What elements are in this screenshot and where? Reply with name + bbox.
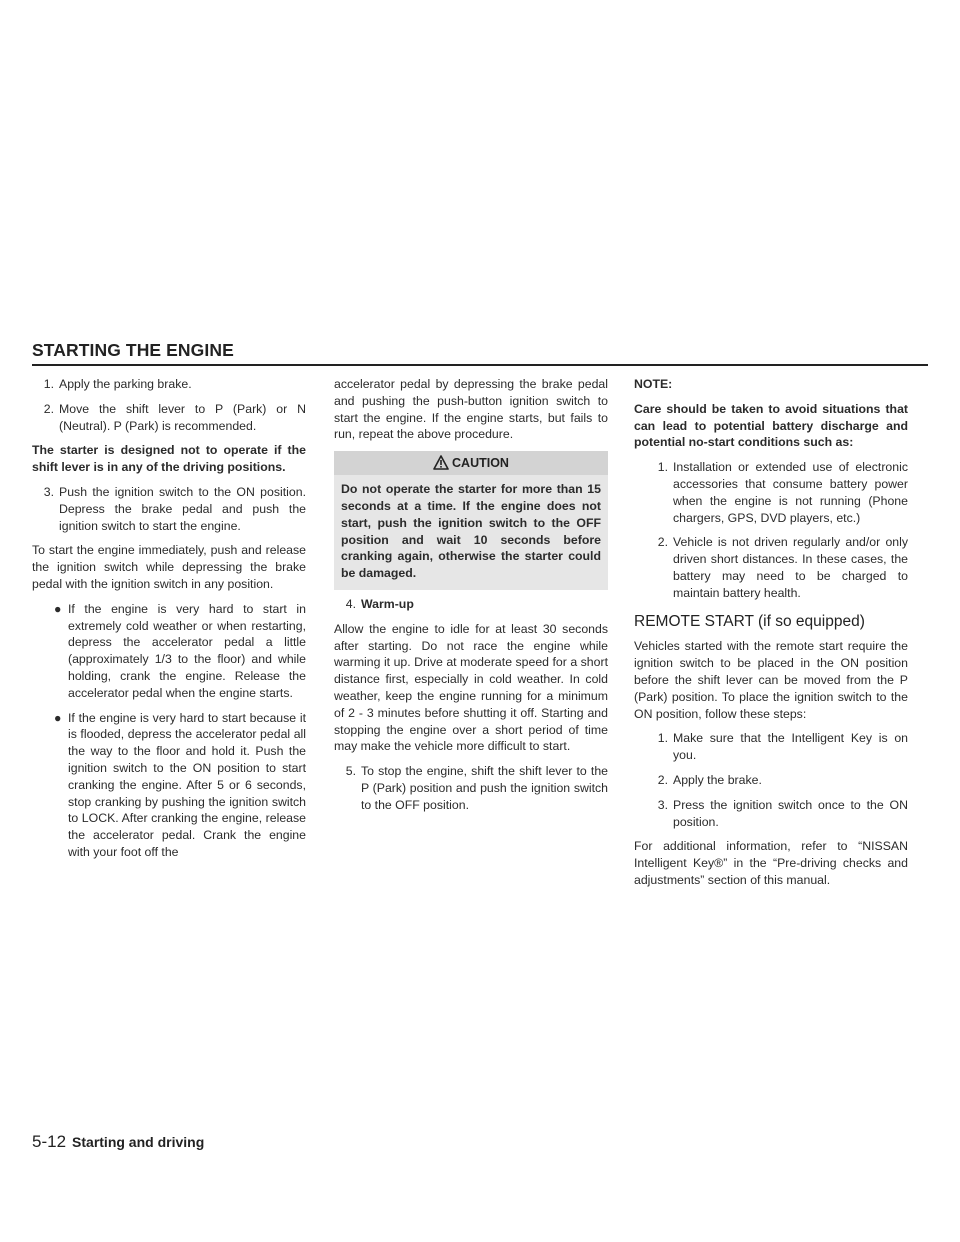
- step-text: To stop the engine, shift the shift lever to the P (Park) position and push the ignition switch to the OFF position.: [361, 764, 608, 812]
- step-title: Warm-up: [361, 596, 414, 611]
- step-number: 1.: [657, 731, 668, 746]
- step-number: 3.: [43, 484, 54, 499]
- list-item: [646, 459, 908, 526]
- list-item: [646, 772, 908, 789]
- bullet-icon: ●: [54, 601, 62, 616]
- list-item: [32, 376, 306, 393]
- chapter-title: Starting and driving: [72, 1134, 205, 1150]
- step-number: 4.: [345, 596, 356, 611]
- step-number: 1.: [43, 377, 54, 391]
- step-text: Push the ignition switch to the ON position. Depress the brake pedal and push the ignition switch to start the engine.: [59, 484, 306, 533]
- page-footer: [32, 1132, 204, 1152]
- remote-intro: Vehicles started with the remote start require the ignition switch to be placed in the ON position before the shift lever can be moved from the P (Park) position. To place the ignition switch to the ON position, follow these steps:: [634, 639, 908, 721]
- caution-title: CAUTION: [452, 456, 509, 471]
- item-number: 2.: [657, 535, 668, 550]
- step-text: Apply the brake.: [673, 772, 762, 787]
- step-number: 2.: [657, 772, 668, 787]
- step-text: Make sure that the Intelligent Key is on you.: [673, 731, 908, 763]
- step-text: Move the shift lever to P (Park) or N (Neutral). P (Park) is recommended.: [59, 401, 306, 433]
- list-item: [32, 401, 306, 435]
- item-number: 1.: [657, 460, 668, 475]
- step-number: 5.: [345, 764, 356, 779]
- column-2: [334, 376, 608, 822]
- bullet-text: If the engine is very hard to start because it is flooded, depress the accelerator pedal all the way to the floor and hold it. Push the ignition switch to the ON position to start cranking the engine. After 5 or 6 seconds, stop cranking by pushing the ignition switch to LOCK. After cranking the engine, release the accelerator pedal. Crank the engine with your foot off the: [68, 710, 306, 859]
- starter-note: The starter is designed not to operate if the shift lever is in any of the driving positions.: [32, 443, 306, 475]
- list-item: [334, 763, 608, 813]
- list-item: [646, 534, 908, 601]
- bullet-text: If the engine is very hard to start in extremely cold weather or when restarting, depress the accelerator pedal a little (approximately 1/3 to the floor) and while holding, crank the engine. Release the accelerator pedal when the engine starts.: [68, 601, 306, 700]
- bullet-item: [54, 710, 306, 861]
- item-text: Installation or extended use of electronic accessories that consume battery power when the engine is not running (Phone chargers, GPS, DVD players, etc.): [673, 460, 908, 525]
- list-item: [32, 484, 306, 534]
- step-number: 3.: [657, 797, 668, 812]
- bullet-icon: ●: [54, 710, 62, 725]
- column-3: [634, 376, 908, 897]
- section-divider: [32, 364, 928, 366]
- note-label: NOTE:: [634, 377, 673, 391]
- additional-info: For additional information, refer to “NISSAN Intelligent Key®” in the “Pre-driving checks and adjustments” section of this manual.: [634, 839, 908, 887]
- list-item: [334, 596, 608, 613]
- item-text: Vehicle is not driven regularly and/or only driven short distances. In these cases, the battery may need to be charged to maintain battery health.: [673, 535, 908, 600]
- caution-header: [334, 451, 608, 475]
- step-number: 2.: [43, 401, 54, 416]
- bullet-item: [54, 601, 306, 702]
- page-number: 5-12: [32, 1132, 67, 1151]
- section-title: STARTING THE ENGINE: [32, 340, 234, 360]
- list-item: [646, 730, 908, 764]
- step-text: Apply the parking brake.: [59, 377, 192, 391]
- step-text: Press the ignition switch once to the ON position.: [673, 797, 908, 829]
- list-item: [646, 797, 908, 831]
- note-intro: Care should be taken to avoid situations that can lead to potential battery discharge and potential no-start conditions such as:: [634, 401, 908, 450]
- caution-text: Do not operate the starter for more than 15 seconds at a time. If the engine does not start, push the ignition switch to the OFF position and wait 10 seconds before cranking again, otherwise the starter could be damaged.: [334, 475, 608, 590]
- remote-start-heading: REMOTE START (if so equipped): [634, 612, 865, 630]
- column-1: [32, 376, 306, 869]
- continuation-paragraph: accelerator pedal by depressing the brake pedal and pushing the push-button ignition switch to start the engine. If the engine starts, but fails to run, repeat the above procedure.: [334, 377, 608, 442]
- step-paragraph: To start the engine immediately, push and release the ignition switch while depressing the brake pedal with the ignition switch in any position.: [32, 543, 306, 591]
- warmup-paragraph: Allow the engine to idle for at least 30 seconds after starting. Do not race the engine while warming it up. Drive at moderate speed for a short distance first, especially in cold weather. In cold weather, keep the engine running for a minimum of 2 - 3 minutes before shutting it off. Starting and stopping the engine over a short period of time may make the vehicle more difficult to start.: [334, 621, 608, 754]
- warning-icon: [433, 455, 449, 470]
